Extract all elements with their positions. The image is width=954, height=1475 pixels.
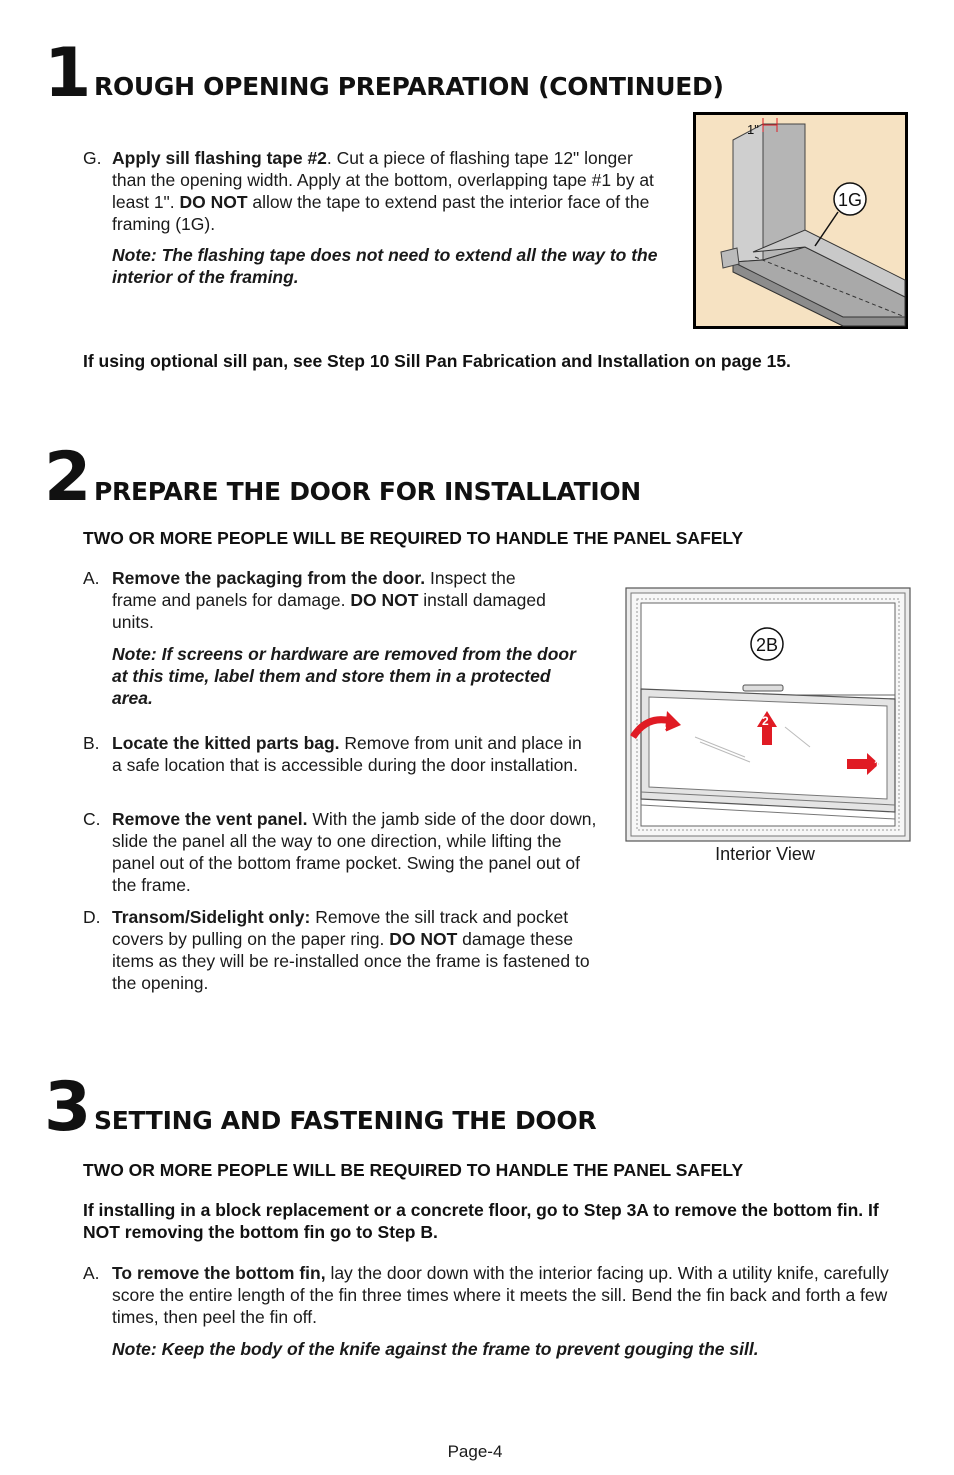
step-3-item-a bbox=[83, 1262, 918, 1328]
handle bbox=[743, 685, 783, 691]
callout-2b: 2B bbox=[755, 635, 779, 655]
step-3-number: 3 bbox=[44, 1068, 90, 1147]
item-heading: Transom/Sidelight only: bbox=[112, 907, 311, 927]
item-text: allow the tape to extend past the interior face of the framing (1G). bbox=[112, 192, 650, 234]
item-heading: Locate the kitted parts bag. bbox=[112, 733, 340, 753]
step-2-item-d bbox=[83, 906, 593, 994]
item-text: Remove the sill track and pocket covers by pulling on the paper ring. bbox=[112, 907, 569, 949]
arrow-3-label: 3 bbox=[660, 723, 667, 737]
item-heading: Remove the vent panel. bbox=[112, 809, 308, 829]
step-2-note: Note: If screens or hardware are removed from the door at this time, label them and store them in a protected area. bbox=[112, 644, 576, 708]
arrow-1-label: 1 bbox=[874, 758, 881, 772]
step-1-number: 1 bbox=[44, 34, 90, 113]
item-label: A. bbox=[83, 568, 100, 588]
item-text: Remove from unit and place in a safe location that is accessible during the door installation. bbox=[112, 733, 582, 775]
step-1-note: Note: The flashing tape does not need to extend all the way to the interior of the framing. bbox=[112, 245, 658, 287]
figure-2b-caption: Interior View bbox=[715, 844, 815, 864]
step-3-note: Note: Keep the body of the knife against the frame to prevent gouging the sill. bbox=[112, 1339, 759, 1359]
do-not-emphasis: DO NOT bbox=[389, 929, 458, 949]
item-text: damage these items as they will be re-installed once the frame is fastened to the opening. bbox=[112, 929, 590, 993]
step-2-title: PREPARE THE DOOR FOR INSTALLATION bbox=[94, 477, 641, 506]
item-label: C. bbox=[83, 809, 101, 829]
dimension-label: 1" bbox=[747, 122, 759, 137]
item-label: D. bbox=[83, 907, 101, 927]
callout-1g: 1G bbox=[837, 190, 863, 210]
step-2-item-b bbox=[83, 732, 593, 776]
arrow-1 bbox=[847, 759, 867, 769]
figure-2b bbox=[625, 587, 911, 843]
do-not-emphasis: DO NOT bbox=[179, 192, 248, 212]
do-not-emphasis: DO NOT bbox=[350, 590, 419, 610]
step-2-item-c bbox=[83, 808, 603, 896]
item-label: G. bbox=[83, 148, 102, 168]
item-heading: Remove the packaging from the door. bbox=[112, 568, 426, 588]
step-2-number: 2 bbox=[44, 438, 90, 517]
item-text: install damaged units. bbox=[112, 590, 546, 632]
step-1-item-g bbox=[83, 147, 663, 235]
item-text: Inspect the frame and panels for damage. bbox=[112, 568, 516, 610]
arrow-2-label: 2 bbox=[762, 714, 769, 728]
step-1-title: ROUGH OPENING PREPARATION (CONTINUED) bbox=[94, 72, 724, 101]
arrow-2 bbox=[762, 727, 772, 745]
page-number: Page-4 bbox=[447, 1442, 503, 1461]
item-label: B. bbox=[83, 733, 100, 753]
sill-pan-note: If using optional sill pan, see Step 10 Sill Pan Fabrication and Installation on page 15. bbox=[83, 351, 791, 371]
item-heading: To remove the bottom fin, bbox=[112, 1263, 326, 1283]
figure-1g bbox=[693, 112, 908, 329]
step-2-item-a bbox=[83, 567, 553, 633]
item-text: With the jamb side of the door down, slide the panel all the way to one direction, while lifting the panel out of the bottom frame pocket. Swing the panel out of the frame. bbox=[112, 809, 597, 895]
step-3-warning: TWO OR MORE PEOPLE WILL BE REQUIRED TO HANDLE THE PANEL SAFELY bbox=[83, 1160, 744, 1180]
item-text: lay the door down with the interior facing up. With a utility knife, carefully score the entire length of the fin three times where it meets the sill. Bend the fin back and forth a few times, then peel the fin off. bbox=[112, 1263, 889, 1327]
item-text: . Cut a piece of flashing tape 12" longer than the opening width. Apply at the bottom, overlapping tape #1 by at least 1". bbox=[112, 148, 654, 212]
item-heading: Apply sill flashing tape #2 bbox=[112, 148, 327, 168]
step-3-block-note: If installing in a block replacement or a concrete floor, go to Step 3A to remove the bottom fin. If NOT removing the bottom fin go to Step B. bbox=[83, 1200, 879, 1242]
step-2-warning: TWO OR MORE PEOPLE WILL BE REQUIRED TO HANDLE THE PANEL SAFELY bbox=[83, 528, 744, 548]
step-3-title: SETTING AND FASTENING THE DOOR bbox=[94, 1106, 597, 1135]
item-label: A. bbox=[83, 1263, 100, 1283]
